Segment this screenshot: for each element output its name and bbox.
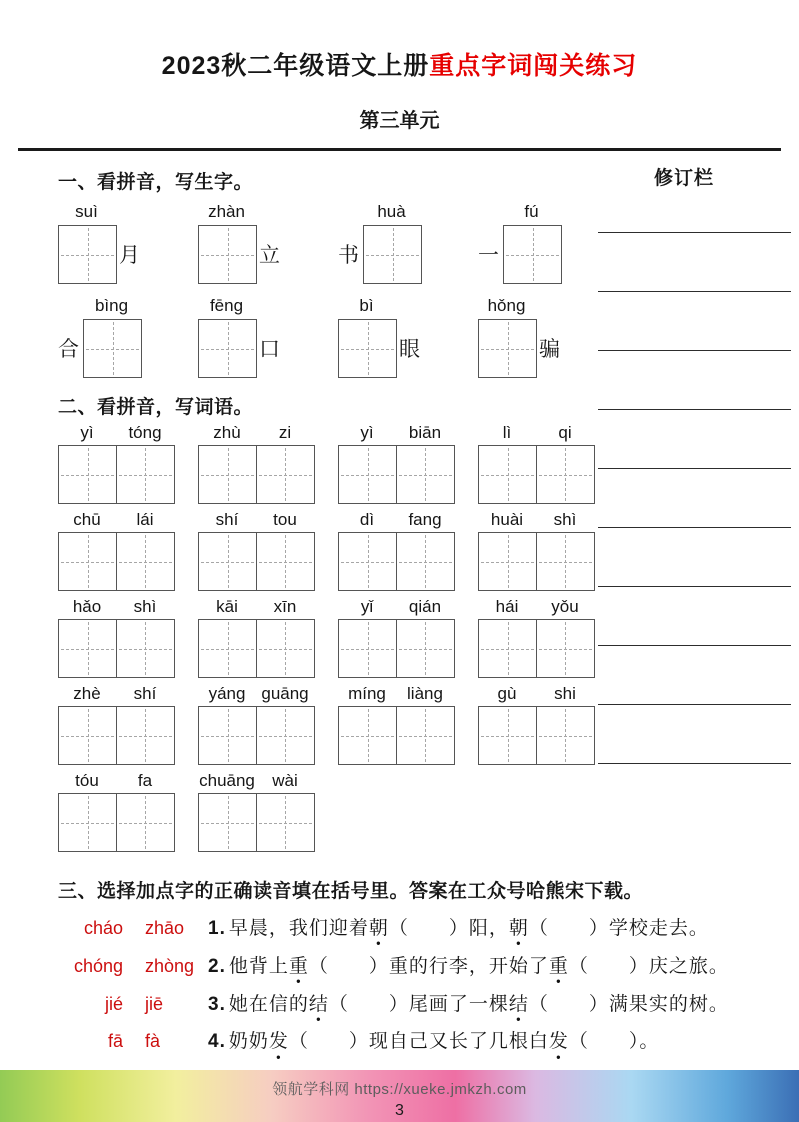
footer-gradient-bar (0, 1070, 799, 1122)
pinyin-syllable: wài (272, 771, 298, 790)
writing-box[interactable] (198, 319, 257, 378)
unit-title: 第三单元 (359, 110, 440, 132)
word-writing-boxes (478, 445, 595, 504)
writing-box[interactable] (58, 532, 117, 591)
writing-box[interactable] (58, 793, 117, 852)
word-writing-boxes (338, 532, 478, 591)
pinyin-option: jié (104, 993, 123, 1014)
pinyin-label (478, 510, 594, 532)
pinyin-syllable: shi (554, 684, 576, 703)
word-writing-cell (478, 423, 595, 504)
pinyin-syllable: huài (490, 510, 524, 529)
pinyin-label (58, 771, 174, 793)
sentence-segment: （ ）重的行李，开始了 (308, 955, 549, 977)
pinyin-syllable: fang (408, 510, 442, 529)
pinyin-label (338, 597, 454, 619)
pinyin-syllable: chuāng (199, 771, 255, 790)
writing-box[interactable] (116, 532, 175, 591)
pinyin-syllable: biān (408, 423, 442, 442)
revision-line (598, 292, 791, 351)
section2-row (58, 510, 598, 591)
sentence-segment: （ ）现自己又长了几根白 (288, 1031, 549, 1053)
pinyin-label (338, 510, 454, 532)
writing-box[interactable] (396, 445, 455, 504)
pinyin-label (58, 423, 174, 445)
word-writing-cell (198, 510, 338, 591)
pinyin-syllable: yì (360, 423, 374, 442)
word-writing-boxes (58, 706, 198, 765)
section2-grid (58, 423, 598, 852)
pinyin-options (60, 956, 208, 977)
section1-grid (58, 200, 598, 376)
revision-line (598, 587, 791, 646)
sentence (208, 1031, 799, 1054)
given-character: 立 (259, 243, 280, 267)
sentence-segment: 早晨，我们迎着 (228, 918, 369, 939)
pinyin-syllable: qi (558, 423, 572, 442)
pinyin-option: cháo (83, 918, 123, 938)
pinyin-option: zhòng (145, 955, 195, 976)
pinyin-option: fā (107, 1031, 123, 1052)
page-number: 3 (395, 1102, 404, 1119)
word-writing-boxes (478, 619, 595, 678)
pinyin-label: bìng (94, 296, 129, 315)
word-writing-boxes (58, 532, 198, 591)
pinyin-label (198, 771, 314, 793)
char-writing-cell (478, 294, 560, 376)
char-writing-cell (58, 200, 198, 282)
pinyin-options (60, 918, 208, 939)
word-writing-boxes (198, 445, 338, 504)
char-writing-cell (338, 294, 478, 376)
writing-box[interactable] (198, 225, 257, 284)
pinyin-label: zhàn (208, 202, 245, 221)
word-writing-boxes (58, 619, 198, 678)
pinyin-option: chóng (73, 955, 123, 976)
word-writing-boxes (338, 445, 478, 504)
pinyin-syllable: qián (408, 597, 442, 616)
pinyin-label: hǒng (487, 296, 526, 315)
writing-box[interactable] (338, 319, 397, 378)
dotted-character: 朝 (368, 918, 389, 939)
pinyin-syllable: yǐ (360, 597, 374, 616)
pinyin-label (478, 684, 594, 706)
revision-column (598, 163, 791, 858)
sentence-segment: （ ）。 (568, 1031, 660, 1053)
pronunciation-item (0, 994, 799, 1017)
revision-line (598, 190, 791, 233)
writing-box[interactable] (198, 706, 257, 765)
writing-box[interactable] (198, 532, 257, 591)
section2-row (58, 597, 598, 678)
sentence-segment: （ ）阳， (388, 918, 509, 939)
revision-line (598, 233, 791, 292)
pinyin-syllable: lái (136, 510, 154, 529)
sentence-segment: 他背上 (228, 955, 289, 977)
pinyin-syllable: guāng (261, 684, 309, 703)
dotted-character: 发 (548, 1031, 569, 1053)
item-number: 1. (208, 918, 226, 939)
given-character: 书 (338, 243, 359, 267)
revision-line (598, 646, 791, 705)
section3-items (0, 918, 799, 1054)
writing-box[interactable] (536, 619, 595, 678)
writing-box[interactable] (83, 319, 142, 378)
word-writing-cell (198, 771, 315, 852)
given-character: 眼 (399, 337, 420, 361)
pinyin-syllable: shí (133, 684, 157, 703)
pinyin-syllable: xīn (273, 597, 297, 616)
writing-box[interactable] (198, 619, 257, 678)
writing-box[interactable] (478, 445, 537, 504)
word-writing-boxes (198, 619, 338, 678)
exercise-body (0, 151, 799, 858)
writing-box[interactable] (58, 706, 117, 765)
pinyin-syllable: hái (495, 597, 519, 616)
pinyin-syllable: shì (553, 510, 577, 529)
section1-row (58, 200, 598, 282)
writing-box[interactable] (256, 706, 315, 765)
word-writing-cell (58, 684, 198, 765)
pinyin-label (198, 510, 314, 532)
revision-line (598, 351, 791, 410)
writing-box[interactable] (536, 706, 595, 765)
item-number: 4. (208, 1031, 226, 1053)
page-title (0, 0, 799, 82)
pinyin-syllable: tou (273, 510, 297, 529)
pronunciation-item (0, 918, 799, 941)
writing-box[interactable] (256, 532, 315, 591)
word-writing-boxes (338, 619, 478, 678)
given-character: 骗 (539, 337, 560, 361)
word-writing-boxes (198, 706, 338, 765)
pinyin-label: huà (377, 202, 406, 221)
writing-box[interactable] (256, 619, 315, 678)
word-writing-cell (198, 684, 338, 765)
writing-box[interactable] (116, 793, 175, 852)
sentence-segment: 奶奶 (228, 1031, 269, 1053)
section2-row (58, 423, 598, 504)
writing-box[interactable] (58, 619, 117, 678)
given-character: 合 (58, 337, 79, 361)
writing-box[interactable] (198, 445, 257, 504)
word-writing-cell (338, 684, 478, 765)
word-writing-cell (198, 597, 338, 678)
pinyin-syllable: tóu (75, 771, 99, 790)
word-writing-boxes (198, 793, 315, 852)
section2-heading: 二、看拼音，写词语。 (58, 397, 254, 418)
word-writing-cell (338, 423, 478, 504)
pinyin-label (338, 684, 454, 706)
dotted-character: 重 (548, 955, 569, 977)
pinyin-label (478, 597, 594, 619)
sentence (208, 918, 799, 941)
sentence-segment: 她在信的 (228, 993, 309, 1015)
word-writing-boxes (478, 706, 595, 765)
pinyin-options (60, 1031, 208, 1052)
revision-line (598, 410, 791, 469)
pinyin-option: zhāo (145, 918, 185, 938)
section2-row (58, 771, 598, 852)
writing-box[interactable] (396, 619, 455, 678)
sentence-segment: （ ）满果实的树。 (528, 993, 729, 1015)
pinyin-syllable: yì (80, 423, 94, 442)
pinyin-label: fú (524, 202, 539, 221)
writing-box[interactable] (256, 793, 315, 852)
pinyin-label (198, 597, 314, 619)
item-number: 3. (208, 993, 226, 1015)
revision-line (598, 528, 791, 587)
pinyin-syllable: lì (502, 423, 512, 442)
char-writing-cell (478, 200, 560, 282)
dotted-character: 重 (288, 955, 309, 977)
writing-box[interactable] (338, 706, 397, 765)
writing-box[interactable] (536, 445, 595, 504)
word-writing-boxes (198, 532, 338, 591)
pinyin-syllable: yǒu (551, 597, 579, 616)
pinyin-label (198, 423, 314, 445)
writing-box[interactable] (396, 706, 455, 765)
word-writing-cell (478, 510, 595, 591)
given-character: 月 (119, 243, 140, 267)
dotted-character: 朝 (508, 918, 529, 939)
writing-box[interactable] (503, 225, 562, 284)
pronunciation-item (0, 1031, 799, 1054)
char-writing-cell (198, 200, 338, 282)
word-writing-cell (58, 423, 198, 504)
word-writing-cell (58, 771, 198, 852)
pinyin-syllable: liàng (407, 684, 443, 703)
pinyin-syllable: shì (133, 597, 157, 616)
pinyin-syllable: fa (137, 771, 153, 790)
sentence-segment: （ ）学校走去。 (528, 918, 709, 939)
given-character: 一 (478, 243, 499, 267)
given-character: 口 (259, 337, 280, 361)
writing-box[interactable] (478, 319, 537, 378)
dotted-character: 发 (268, 1031, 289, 1053)
section1-heading: 一、看拼音，写生字。 (58, 172, 254, 193)
pinyin-option: fà (145, 1031, 161, 1052)
writing-box[interactable] (58, 225, 117, 284)
pinyin-label (58, 684, 174, 706)
pinyin-label (58, 510, 174, 532)
revision-line (598, 705, 791, 764)
writing-box[interactable] (396, 532, 455, 591)
word-writing-cell (58, 597, 198, 678)
pronunciation-item (0, 956, 799, 979)
pinyin-syllable: kāi (216, 597, 238, 616)
pinyin-label: bì (359, 296, 374, 315)
title-red-part: 重点字词闯关练习 (429, 52, 638, 80)
writing-box[interactable] (198, 793, 257, 852)
pinyin-label: fēng (209, 296, 244, 315)
writing-box[interactable] (338, 445, 397, 504)
revision-lines (598, 190, 791, 764)
word-writing-cell (478, 684, 595, 765)
section3-heading: 三、选择加点字的正确读音填在括号里。答案在工众号哈熊宋下载。 (58, 881, 644, 902)
sentence-segment: （ ）尾画了一棵 (328, 993, 509, 1015)
writing-box[interactable] (536, 532, 595, 591)
word-writing-boxes (478, 532, 595, 591)
writing-box[interactable] (478, 619, 537, 678)
dotted-character: 结 (508, 993, 529, 1015)
pinyin-syllable: hǎo (72, 597, 102, 616)
char-writing-cell (58, 294, 198, 376)
char-writing-cell (338, 200, 478, 282)
word-writing-boxes (58, 445, 198, 504)
writing-box[interactable] (116, 619, 175, 678)
pinyin-syllable: zi (278, 423, 292, 442)
writing-box[interactable] (58, 445, 117, 504)
pinyin-label (198, 684, 314, 706)
item-number: 2. (208, 955, 226, 977)
word-writing-boxes (58, 793, 198, 852)
writing-box[interactable] (116, 445, 175, 504)
sentence-segment: （ ）庆之旅。 (568, 955, 729, 977)
section1-row (58, 294, 598, 376)
pinyin-syllable: zhù (213, 423, 241, 442)
word-writing-cell (338, 597, 478, 678)
pinyin-label: suì (75, 202, 98, 221)
pinyin-syllable: yáng (208, 684, 246, 703)
writing-box[interactable] (338, 532, 397, 591)
writing-box[interactable] (116, 706, 175, 765)
pinyin-syllable: gù (497, 684, 517, 703)
pinyin-syllable: shí (215, 510, 239, 529)
pinyin-syllable: dì (359, 510, 375, 529)
exercise-column (58, 163, 598, 858)
writing-box[interactable] (363, 225, 422, 284)
revision-line (598, 469, 791, 528)
word-writing-cell (478, 597, 595, 678)
title-black-part: 2023秋二年级语文上册 (161, 52, 430, 80)
writing-box[interactable] (478, 706, 537, 765)
section2-row (58, 684, 598, 765)
pinyin-syllable: chū (73, 510, 101, 529)
sentence (208, 994, 799, 1017)
pinyin-options (60, 994, 208, 1015)
pinyin-syllable: zhè (73, 684, 101, 703)
writing-box[interactable] (338, 619, 397, 678)
writing-box[interactable] (478, 532, 537, 591)
word-writing-cell (338, 510, 478, 591)
word-writing-boxes (338, 706, 478, 765)
dotted-character: 结 (308, 993, 329, 1015)
word-writing-cell (198, 423, 338, 504)
pinyin-label (58, 597, 174, 619)
pinyin-label (338, 423, 454, 445)
pinyin-label (478, 423, 594, 445)
footer-site-link: 领航学科网 https://xueke.jmkzh.com (272, 1081, 527, 1098)
sentence (208, 956, 799, 979)
word-writing-cell (58, 510, 198, 591)
pinyin-option: jiē (145, 993, 164, 1014)
pinyin-syllable: míng (348, 684, 386, 703)
char-writing-cell (198, 294, 338, 376)
revision-column-label: 修订栏 (654, 168, 715, 189)
pinyin-syllable: tóng (128, 423, 162, 442)
writing-box[interactable] (256, 445, 315, 504)
